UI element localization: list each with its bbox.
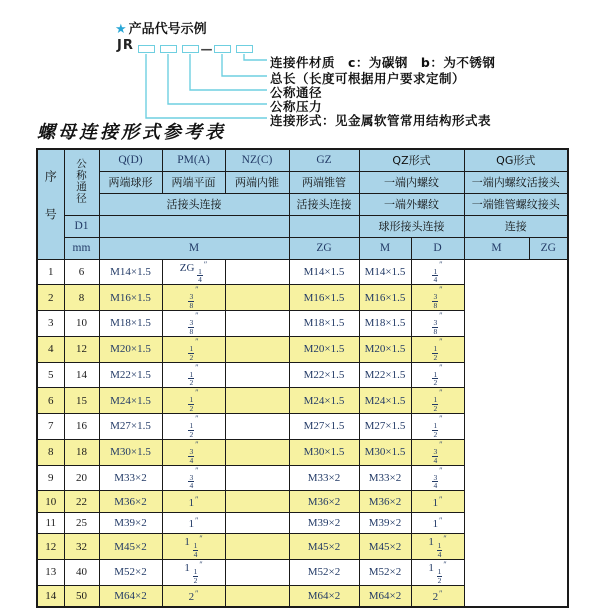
cell-dn: 22 bbox=[64, 491, 99, 513]
header-qg-m: M bbox=[464, 237, 529, 259]
cell-qg_m: M30×1.5 bbox=[359, 439, 411, 465]
cell-qz_d: M64×2 bbox=[289, 585, 359, 607]
cell-m: M33×2 bbox=[99, 465, 162, 491]
table-header bbox=[37, 149, 568, 259]
cell-m: M18×1.5 bbox=[99, 311, 162, 337]
cell-qz_m bbox=[225, 512, 289, 534]
cell-qg_zg: $\frac{3}{4}$ ″ bbox=[411, 465, 464, 491]
cell-m: M39×2 bbox=[99, 512, 162, 534]
cell-no: 9 bbox=[37, 465, 64, 491]
cell-dn: 16 bbox=[64, 414, 99, 440]
table-row bbox=[37, 439, 568, 465]
cell-dn: 10 bbox=[64, 311, 99, 337]
table-row bbox=[37, 585, 568, 607]
cell-gz: ZG $\frac{1}{4}$ ″ bbox=[162, 259, 225, 285]
header-col-gz: GZ bbox=[289, 149, 359, 171]
cell-no: 10 bbox=[37, 491, 64, 513]
header-d1: D1 bbox=[64, 215, 99, 237]
header-gz-desc: 两端锥管 bbox=[289, 171, 359, 193]
cell-qz_m bbox=[225, 439, 289, 465]
cell-m: M20×1.5 bbox=[99, 336, 162, 362]
diagram-heading-text: 产品代号示例 bbox=[128, 22, 207, 37]
cell-dn: 6 bbox=[64, 259, 99, 285]
header-qg-desc2: 一端锥管螺纹接头 bbox=[464, 193, 568, 215]
cell-no: 8 bbox=[37, 439, 64, 465]
cell-no: 5 bbox=[37, 362, 64, 388]
table-title: 螺母连接形式参考表 bbox=[37, 122, 226, 143]
cell-qz_d: M30×1.5 bbox=[289, 439, 359, 465]
cell-dn: 40 bbox=[64, 560, 99, 586]
cell-qg_m: M20×1.5 bbox=[359, 336, 411, 362]
cell-qg_m: M45×2 bbox=[359, 534, 411, 560]
cell-gz: 1″ bbox=[162, 491, 225, 513]
cell-qg_zg: 1″ bbox=[411, 491, 464, 513]
header-qg-conn: 连接 bbox=[464, 215, 568, 237]
header-qg-desc1: 一端内螺纹活接头 bbox=[464, 171, 568, 193]
star-icon: ★ bbox=[115, 22, 127, 37]
cell-m: M45×2 bbox=[99, 534, 162, 560]
code-dash: — bbox=[200, 42, 213, 56]
cell-qg_zg: $\frac{1}{2}$ ″ bbox=[411, 388, 464, 414]
cell-m: M27×1.5 bbox=[99, 414, 162, 440]
code-box-1 bbox=[138, 45, 155, 53]
cell-qz_d: M52×2 bbox=[289, 560, 359, 586]
table-row bbox=[37, 259, 568, 285]
cell-qz_m bbox=[225, 259, 289, 285]
table-row bbox=[37, 285, 568, 311]
reference-table-wrap bbox=[36, 148, 569, 608]
cell-m: M16×1.5 bbox=[99, 285, 162, 311]
header-q-desc: 两端球形 bbox=[99, 171, 162, 193]
cell-gz: 2″ bbox=[162, 585, 225, 607]
header-m-wide: M bbox=[99, 237, 289, 259]
cell-qg_m: M52×2 bbox=[359, 560, 411, 586]
nut-connection-table bbox=[36, 148, 569, 608]
table-row bbox=[37, 362, 568, 388]
cell-qz_d: M16×1.5 bbox=[289, 285, 359, 311]
cell-qg_m: M24×1.5 bbox=[359, 388, 411, 414]
cell-qz_d: M39×2 bbox=[289, 512, 359, 534]
cell-dn: 32 bbox=[64, 534, 99, 560]
header-qz-conn: 球形接头连接 bbox=[359, 215, 464, 237]
cell-qz_d: M33×2 bbox=[289, 465, 359, 491]
header-dn: 公称通径 bbox=[64, 149, 99, 215]
cell-qg_zg: 1″ bbox=[411, 512, 464, 534]
cell-gz: $\frac{1}{2}$ ″ bbox=[162, 362, 225, 388]
table-body bbox=[37, 259, 568, 607]
cell-qg_m: M64×2 bbox=[359, 585, 411, 607]
cell-qz_d: M27×1.5 bbox=[289, 414, 359, 440]
code-box-2 bbox=[160, 45, 177, 53]
cell-no: 11 bbox=[37, 512, 64, 534]
cell-no: 13 bbox=[37, 560, 64, 586]
cell-dn: 14 bbox=[64, 362, 99, 388]
header-qg-zg: ZG bbox=[529, 237, 568, 259]
cell-qz_m bbox=[225, 465, 289, 491]
cell-qg_m: M39×2 bbox=[359, 512, 411, 534]
cell-dn: 8 bbox=[64, 285, 99, 311]
diagram-heading bbox=[115, 18, 207, 37]
header-col-nz: NZ(C) bbox=[225, 149, 289, 171]
header-nz-desc: 两端内锥 bbox=[225, 171, 289, 193]
header-col-qz: QZ形式 bbox=[359, 149, 464, 171]
cell-no: 6 bbox=[37, 388, 64, 414]
cell-dn: 12 bbox=[64, 336, 99, 362]
cell-m: M52×2 bbox=[99, 560, 162, 586]
table-row bbox=[37, 311, 568, 337]
cell-dn: 20 bbox=[64, 465, 99, 491]
cell-qz_m bbox=[225, 336, 289, 362]
cell-qg_zg: $\frac{1}{2}$ ″ bbox=[411, 362, 464, 388]
cell-qg_zg: $\frac{1}{4}$ ″ bbox=[411, 259, 464, 285]
cell-qg_m: M14×1.5 bbox=[359, 259, 411, 285]
table-row bbox=[37, 336, 568, 362]
cell-no: 2 bbox=[37, 285, 64, 311]
header-zg-gz: ZG bbox=[289, 237, 359, 259]
header-qz-desc2: 一端外螺纹 bbox=[359, 193, 464, 215]
cell-gz: 1 $\frac{1}{2}$ ″ bbox=[162, 560, 225, 586]
code-box-5 bbox=[236, 45, 253, 53]
cell-qz_d: M45×2 bbox=[289, 534, 359, 560]
cell-qg_m: M36×2 bbox=[359, 491, 411, 513]
cell-qg_zg: $\frac{1}{2}$ ″ bbox=[411, 336, 464, 362]
header-col-pm: PM(A) bbox=[162, 149, 225, 171]
cell-m: M36×2 bbox=[99, 491, 162, 513]
cell-qz_m bbox=[225, 388, 289, 414]
header-empty-gz bbox=[289, 215, 359, 237]
cell-qz_d: M22×1.5 bbox=[289, 362, 359, 388]
label-conn-form: 连接形式：见金属软管常用结构形式表 bbox=[270, 113, 492, 128]
cell-m: M64×2 bbox=[99, 585, 162, 607]
header-union-conn: 活接头连接 bbox=[99, 193, 289, 215]
header-gz-conn: 活接头连接 bbox=[289, 193, 359, 215]
cell-qz_d: M14×1.5 bbox=[289, 259, 359, 285]
cell-dn: 25 bbox=[64, 512, 99, 534]
cell-qg_m: M22×1.5 bbox=[359, 362, 411, 388]
label-material: 连接件材质 c：为碳钢 b：为不锈钢 bbox=[270, 55, 496, 70]
code-box-3 bbox=[182, 45, 199, 53]
cell-gz: 1 $\frac{1}{4}$ ″ bbox=[162, 534, 225, 560]
cell-qg_zg: 1 $\frac{1}{2}$ ″ bbox=[411, 560, 464, 586]
cell-gz: $\frac{3}{4}$ ″ bbox=[162, 439, 225, 465]
table-row bbox=[37, 512, 568, 534]
cell-dn: 18 bbox=[64, 439, 99, 465]
cell-m: M22×1.5 bbox=[99, 362, 162, 388]
cell-gz: $\frac{1}{2}$ ″ bbox=[162, 414, 225, 440]
cell-gz: $\frac{1}{2}$ ″ bbox=[162, 388, 225, 414]
cell-qg_m: M16×1.5 bbox=[359, 285, 411, 311]
cell-m: M24×1.5 bbox=[99, 388, 162, 414]
label-pressure: 公称压力 bbox=[270, 99, 323, 114]
cell-qg_m: M27×1.5 bbox=[359, 414, 411, 440]
cell-qg_zg: 1 $\frac{1}{4}$ ″ bbox=[411, 534, 464, 560]
cell-qz_m bbox=[225, 311, 289, 337]
cell-no: 1 bbox=[37, 259, 64, 285]
cell-qg_m: M18×1.5 bbox=[359, 311, 411, 337]
code-box-4 bbox=[214, 45, 231, 53]
cell-no: 3 bbox=[37, 311, 64, 337]
label-length: 总长（长度可根据用户要求定制） bbox=[270, 71, 466, 86]
cell-dn: 15 bbox=[64, 388, 99, 414]
header-qz-d: D bbox=[411, 237, 464, 259]
header-mm: mm bbox=[64, 237, 99, 259]
cell-no: 7 bbox=[37, 414, 64, 440]
header-qz-m: M bbox=[359, 237, 411, 259]
table-row bbox=[37, 534, 568, 560]
cell-m: M30×1.5 bbox=[99, 439, 162, 465]
table-row bbox=[37, 388, 568, 414]
table-row bbox=[37, 560, 568, 586]
header-qz-desc1: 一端内螺纹 bbox=[359, 171, 464, 193]
cell-gz: $\frac{3}{4}$ ″ bbox=[162, 465, 225, 491]
cell-qg_zg: 2″ bbox=[411, 585, 464, 607]
code-prefix: JR bbox=[117, 38, 134, 53]
cell-no: 14 bbox=[37, 585, 64, 607]
cell-gz: $\frac{3}{8}$ ″ bbox=[162, 285, 225, 311]
table-row bbox=[37, 414, 568, 440]
cell-gz: $\frac{1}{2}$ ″ bbox=[162, 336, 225, 362]
cell-qz_d: M20×1.5 bbox=[289, 336, 359, 362]
table-row bbox=[37, 465, 568, 491]
cell-no: 12 bbox=[37, 534, 64, 560]
cell-qg_zg: $\frac{3}{4}$ ″ bbox=[411, 439, 464, 465]
cell-qz_m bbox=[225, 585, 289, 607]
cell-qz_m bbox=[225, 560, 289, 586]
header-col-qg: QG形式 bbox=[464, 149, 568, 171]
cell-dn: 50 bbox=[64, 585, 99, 607]
cell-qg_zg: $\frac{3}{8}$ ″ bbox=[411, 285, 464, 311]
cell-qz_m bbox=[225, 362, 289, 388]
table-row bbox=[37, 491, 568, 513]
cell-qg_zg: $\frac{1}{2}$ ″ bbox=[411, 414, 464, 440]
header-empty-left bbox=[99, 215, 289, 237]
label-diameter: 公称通径 bbox=[270, 85, 323, 100]
cell-qg_zg: $\frac{3}{8}$ ″ bbox=[411, 311, 464, 337]
cell-qz_m bbox=[225, 414, 289, 440]
cell-gz: $\frac{3}{8}$ ″ bbox=[162, 311, 225, 337]
cell-qz_m bbox=[225, 491, 289, 513]
cell-qg_m: M33×2 bbox=[359, 465, 411, 491]
header-seq: 序号 bbox=[37, 149, 64, 259]
cell-gz: 1″ bbox=[162, 512, 225, 534]
header-pm-desc: 两端平面 bbox=[162, 171, 225, 193]
cell-m: M14×1.5 bbox=[99, 259, 162, 285]
cell-qz_d: M18×1.5 bbox=[289, 311, 359, 337]
header-col-q: Q(D) bbox=[99, 149, 162, 171]
cell-qz_d: M24×1.5 bbox=[289, 388, 359, 414]
cell-qz_m bbox=[225, 285, 289, 311]
cell-qz_d: M36×2 bbox=[289, 491, 359, 513]
cell-qz_m bbox=[225, 534, 289, 560]
cell-no: 4 bbox=[37, 336, 64, 362]
